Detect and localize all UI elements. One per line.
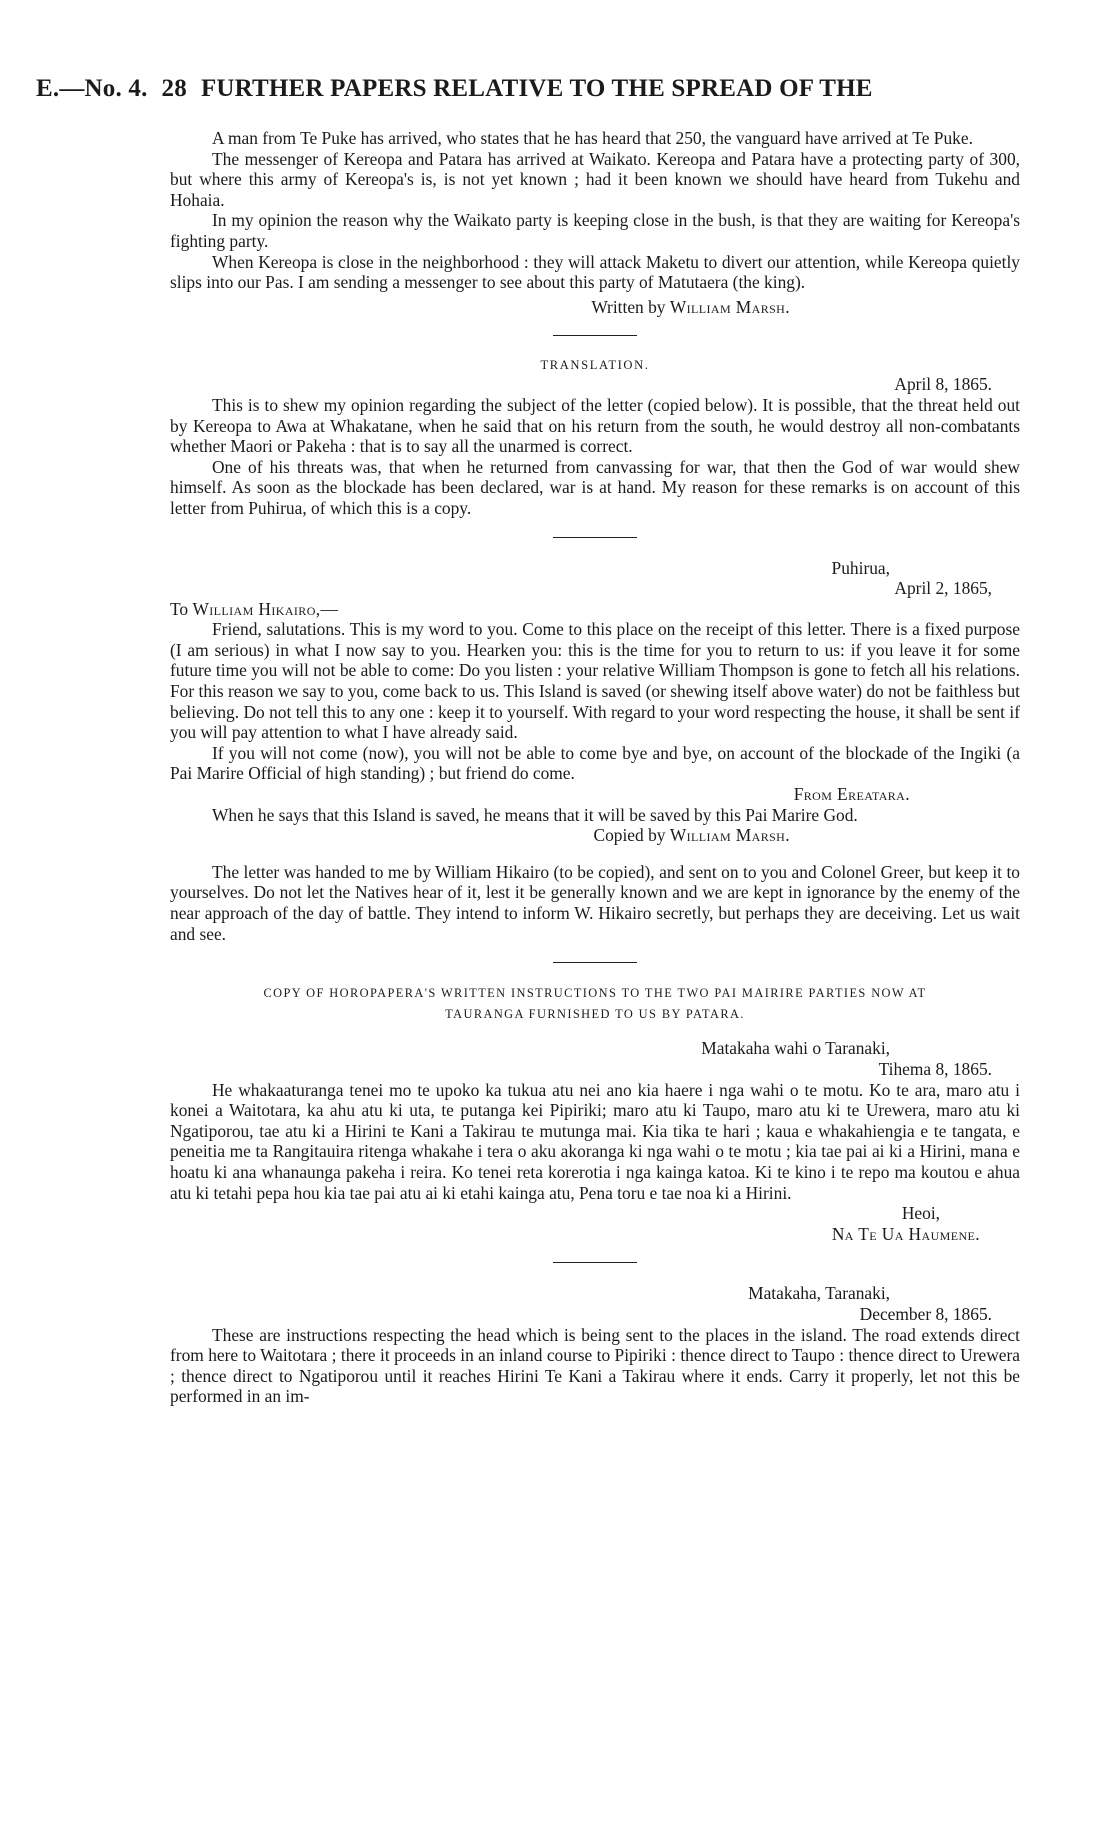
running-head [36,74,1036,104]
translation-section [170,356,1020,518]
letter-place: Puhirua, [831,557,890,578]
paragraph: When he says that this Island is saved, he means that it will be saved by this Pai Marire God. [212,804,858,825]
paragraph: The letter was handed to me by William Hikairo (to be copied), and sent on to you and Colonel Greer, but keep it to yourselves. Do not let the Natives hear of it, lest it be generally known and we are kept in ignorance by the enemy of the near approach of the day of battle. They intend to inform W. Hikairo secretly, but perhaps they are deceiving. Let us wait and see. [170,861,1020,944]
english-instructions-section [170,1283,1020,1407]
paragraph-maori: He whakaaturanga tenei mo te upoko ka tukua atu nei ano kia haere i nga wahi o te motu. Ko te ara, maro atu i konei a Waitotara, ka ahu atu ki uta, te putanga kei Pipiriki; maro atu ki Taupo, maro atu ki te Urewera, maro atu ki Ngatiporou, tae atu ki a Hirini te Kani a Takirau te mutunga mai. Kia tika te hari ; kaua e whakahiengia e te tangata, e peneitia me ta Rangitauira ritenga whakahe i tera o aku akoranga ki nga wahi o te motu ; kia tae pai ai ki a Hirini, mana e hoatu ki ana whanaunga pakeha i reira. Ko tenei reta korerotia i nga kainga katoa. Ki te kino i te repo ma koutou e ahua atu ki tetahi pepa hou kia tae pai atu ai ki etahi kainga atu, Pena toru e tae noa ki a Hirini. [170,1079,1020,1203]
section-divider [553,962,637,963]
paragraph: The messenger of Kereopa and Patara has arrived at Waikato. Kereopa and Patara have a protecting party of 300, but where this army of Kereopa's is, is not yet known ; had it been known we should have heard from Tukehu and Hohaia. [170,148,1020,210]
section-divider [553,335,637,336]
signature-line [170,297,1020,318]
signature-line [170,825,1020,846]
salutation [170,599,1020,620]
signature-prefix: Written by [591,296,666,317]
signature-name: William Marsh. [669,825,790,846]
letter-place: Matakaha, Taranaki, [748,1283,890,1304]
letter-section [170,558,1020,945]
sign-off: Heoi, [901,1203,940,1224]
letter-place: Matakaha wahi o Taranaki, [701,1038,890,1059]
letter-date: April 2, 1865, [894,578,992,599]
section-divider [553,1262,637,1263]
paragraph: These are instructions respecting the head which is being sent to the places in the island. The road extends direct from here to Waitotara ; there it proceeds in an inland course to Pipiriki : thence direct to Taupo : thence direct to Urewera ; thence direct to Ngatiporou until it reaches Hirini Te Kani a Takirau where it ends. Carry it properly, let not this be performed in an im- [170,1324,1020,1407]
document-body [170,128,1020,1407]
letter-sender: From Ereatara. [793,784,910,805]
paragraph: In my opinion the reason why the Waikato party is keeping close in the bush, is that they are waiting for Kereopa's fighting party. [170,210,1020,251]
letter-date: Tihema 8, 1865. [878,1058,992,1079]
signature-prefix: Copied by [593,825,666,846]
paragraph: Friend, salutations. This is my word to you. Come to this place on the receipt of this letter. There is a fixed purpose (I am serious) in what I now say to you. Hearken you: this is the time for you to return to us: if you leave it for some future time you will not be able to come: Do you listen : your relative William Thompson is gone to fetch all his relations. For this reason we say to you, come back to us. This Island is saved (or shewing itself above water) do not be faithless but believing. Do not tell this to any one : keep it to yourself. With regard to your word respecting the house, it shall be sent if you will pay attention to what I have already said. [170,619,1020,743]
heading-line-1: COPY OF HOROPAPERA'S WRITTEN INSTRUCTIONS TO THE TWO PAI MAIRIRE PARTIES NOW AT [263,986,927,1001]
section-heading [170,983,1020,1024]
paragraph: When Kereopa is close in the neighborhood : they will attack Maketu to divert our attention, while Kereopa quietly slips into our Pas. I am sending a messenger to see about this party of Matutaera (the king). [170,251,1020,293]
paragraph: If you will not come (now), you will not be able to come bye and bye, on account of the blockade of the Ingiki (a Pai Marire Official of high standing) ; but friend do come. [170,742,1020,784]
paragraph: One of his threats was, that when he returned from canvassing for war, that then the God of war would shew himself. As soon as the blockade has been declared, war is at hand. My reason for these remarks is on account of this letter from Puhirua, of which this is a copy. [170,456,1020,518]
section-divider [553,537,637,538]
letter-date: April 8, 1865. [894,374,992,395]
paragraph: This is to shew my opinion regarding the subject of the letter (copied below). It is possible, that the threat held out by Kereopa to Awa at Whakatane, when he said that on his return from the south, he would destroy all non-combatants whether Maori or Pakeha : that is to say all the unarmed is correct. [170,394,1020,457]
signature-name: Na Te Ua Haumene. [831,1223,980,1244]
paragraph: A man from Te Puke has arrived, who states that he has heard that 250, the vanguard have arrived at Te Puke. [212,128,973,148]
instructions-section [170,983,1020,1244]
letter-date: December 8, 1865. [859,1303,992,1324]
paper-reference: E.—No. 4. [36,75,148,102]
page-title: FURTHER PAPERS RELATIVE TO THE SPREAD OF THE [200,75,873,102]
page-number: 28 [161,75,187,102]
recipient-name: William Hikairo,— [192,598,339,619]
report-section [170,128,1020,317]
section-label: TRANSLATION. [540,358,650,373]
heading-line-2: TAURANGA FURNISHED TO US BY PATARA. [445,1006,745,1021]
salutation-prefix: To [170,598,189,619]
signature-name: William Marsh. [669,296,790,317]
